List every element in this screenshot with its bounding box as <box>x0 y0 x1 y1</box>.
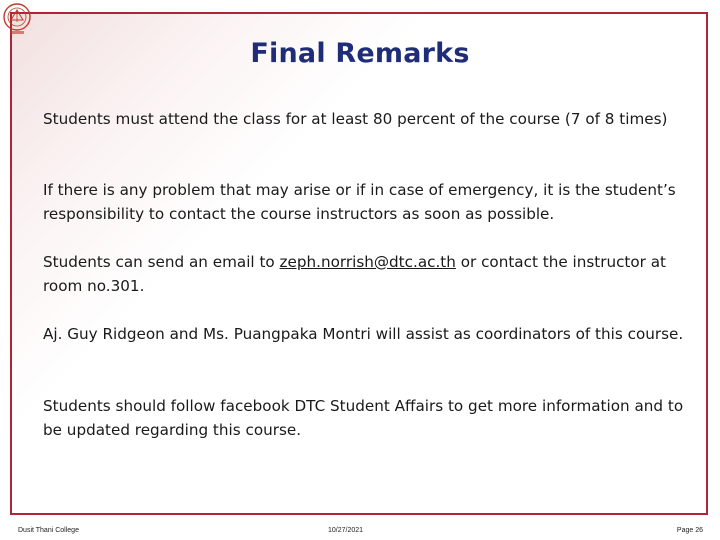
paragraph-facebook: Students should follow facebook DTC Student Affairs to get more information and to be updated regarding this course. <box>43 397 684 439</box>
contact-text-before: Students can send an email to <box>43 253 280 271</box>
paragraph-emergency: If there is any problem that may arise or if in case of emergency, it is the student’s responsibility to contact the course instructors as soon as possible. <box>43 181 676 223</box>
email-link[interactable]: zeph.norrish@dtc.ac.th <box>279 253 456 271</box>
college-seal-icon <box>2 2 32 36</box>
paragraph-contact <box>43 250 693 298</box>
footer-page-number: Page 26 <box>676 527 703 534</box>
paragraph-coordinators: Aj. Guy Ridgeon and Ms. Puangpaka Montri will assist as coordinators of this course. <box>43 325 684 343</box>
footer-date: 10/27/2021 <box>328 527 364 534</box>
slide-title: Final Remarks <box>250 38 470 69</box>
footer-organization: Dusit Thani College <box>18 527 79 534</box>
contact-text-after: or contact the instructor at room no.301. <box>43 253 667 295</box>
paragraph-attendance: Students must attend the class for at least 80 percent of the course (7 of 8 times) <box>43 110 668 128</box>
